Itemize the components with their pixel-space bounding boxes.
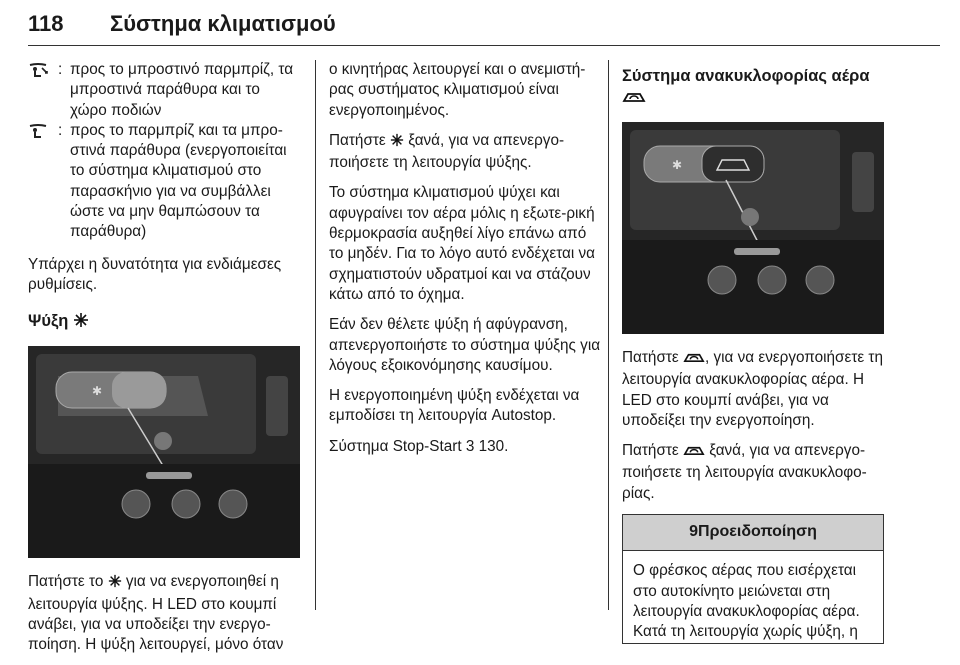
paragraph: ο κινητήρας λειτουργεί και ο ανεμιστή-ρας συστήματος κλιματισμού είναι ενεργοποιημένος. [329, 61, 586, 119]
feet-windshield-icon [28, 60, 58, 121]
paragraph: Εάν δεν θέλετε ψύξη ή αφύγρανση, απενεργοποιήστε το σύστημα ψύξης για λόγους εξοικονόμησης καυσίμου. [329, 316, 601, 374]
column-separator [315, 60, 316, 610]
cooling-button-photo [28, 346, 300, 558]
page-title: Σύστημα κλιματισμού [110, 11, 336, 36]
recirculation-icon [683, 443, 705, 463]
section-heading-cooling: Ψύξη [28, 311, 300, 334]
snowflake-icon [108, 574, 122, 594]
header-rule [28, 45, 940, 46]
page-number: 118 [28, 11, 64, 36]
column-2 [329, 60, 601, 467]
svg-text:✱: ✱ [672, 158, 683, 172]
list-item-text: προς το παρμπρίζ και τα μπρο-στινά παράθυρα (ενεργοποιείται το σύστημα κλιματισμού στο παρασκήνιο για να συμβάλλει ώστε να μην θαμπώσουν τα παράθυρα) [70, 121, 287, 241]
list-item: : προς το παρμπρίζ και τα μπρο-στινά παράθυρα (ενεργοποιείται το σύστημα κλιματισμού στο παρασκήνιο για να συμβάλλει ώστε να μην θαμπώσουν τα παράθυρα) [28, 121, 300, 243]
snowflake-icon [73, 312, 89, 334]
list-item-text: προς το μπροστινό παρμπρίζ, τα μπροστινά παράθυρα και το χώρο ποδιών [70, 61, 294, 119]
snowflake-icon [390, 133, 404, 153]
warning-title: Προειδοποίηση [698, 523, 817, 541]
recirculation-icon [683, 350, 705, 370]
warning-text: Ο φρέσκος αέρας που εισέρχεται στο αυτοκίνητο μειώνεται στη λειτουργία ανακυκλοφορίας αέρα. Κατά τη λειτουργία χωρίς ψύξη, η [633, 562, 860, 641]
recirculation-icon [622, 89, 646, 110]
windshield-only-icon [28, 121, 58, 243]
paragraph: Σύστημα Stop-Start 3 130. [329, 437, 509, 455]
paragraph: Η ενεργοποιημένη ψύξη ενδέχεται να εμποδίσει τη λειτουργία Autostop. [329, 387, 580, 425]
section-heading-recirculation: Σύστημα ανακυκλοφορίας αέρα [622, 66, 884, 110]
paragraph: Υπάρχει η δυνατότητα για ενδιάμεσες ρυθμίσεις. [28, 255, 282, 293]
warning-box [622, 514, 884, 643]
recirculation-button-photo [622, 122, 884, 334]
paragraph: Πατήστε , για να ενεργοποιήσετε τη λειτουργία ανακυκλοφορίας αέρα. Η LED στο κουμπί ανάβει, για να υποδείξει την ενεργοποίηση. [622, 349, 883, 429]
page-reference-icon: 3 [465, 437, 475, 455]
paragraph: Το σύστημα κλιματισμού ψύχει και αφυγραίνει τον αέρα μόλις η εξωτε-ρική θερμοκρασία αυξηθεί λίγο επάνω από το μηδέν. Για το λόγο αυτό ενδέχεται να σχηματιστούν υδρατμοί και να στάζουν κάτω από το όχημα. [329, 184, 596, 303]
column-3 [622, 60, 884, 644]
paragraph: Πατήστε ξανά, για να απενεργο-ποιήσετε τη λειτουργία ανακυκλοφο-ρίας. [622, 442, 867, 502]
warning-symbol: 9 [689, 523, 699, 541]
column-1 [28, 60, 300, 665]
column-separator [608, 60, 609, 610]
warning-header [623, 515, 883, 551]
page-header [28, 8, 940, 44]
paragraph: Πατήστε το για να ενεργοποιηθεί η λειτουργία ψύξης. Η LED στο κουμπί ανάβει, για να υποδείξει την ενεργο-ποίηση. Η ψύξη λειτουργεί, μόνο όταν [28, 573, 284, 654]
svg-text:✱: ✱ [92, 384, 103, 399]
list-item: : προς το μπροστινό παρμπρίζ, τα μπροστινά παράθυρα και το χώρο ποδιών [28, 60, 300, 121]
paragraph: Πατήστε ξανά, για να απενεργο-ποιήσετε τη λειτουργία ψύξης. [329, 131, 565, 172]
